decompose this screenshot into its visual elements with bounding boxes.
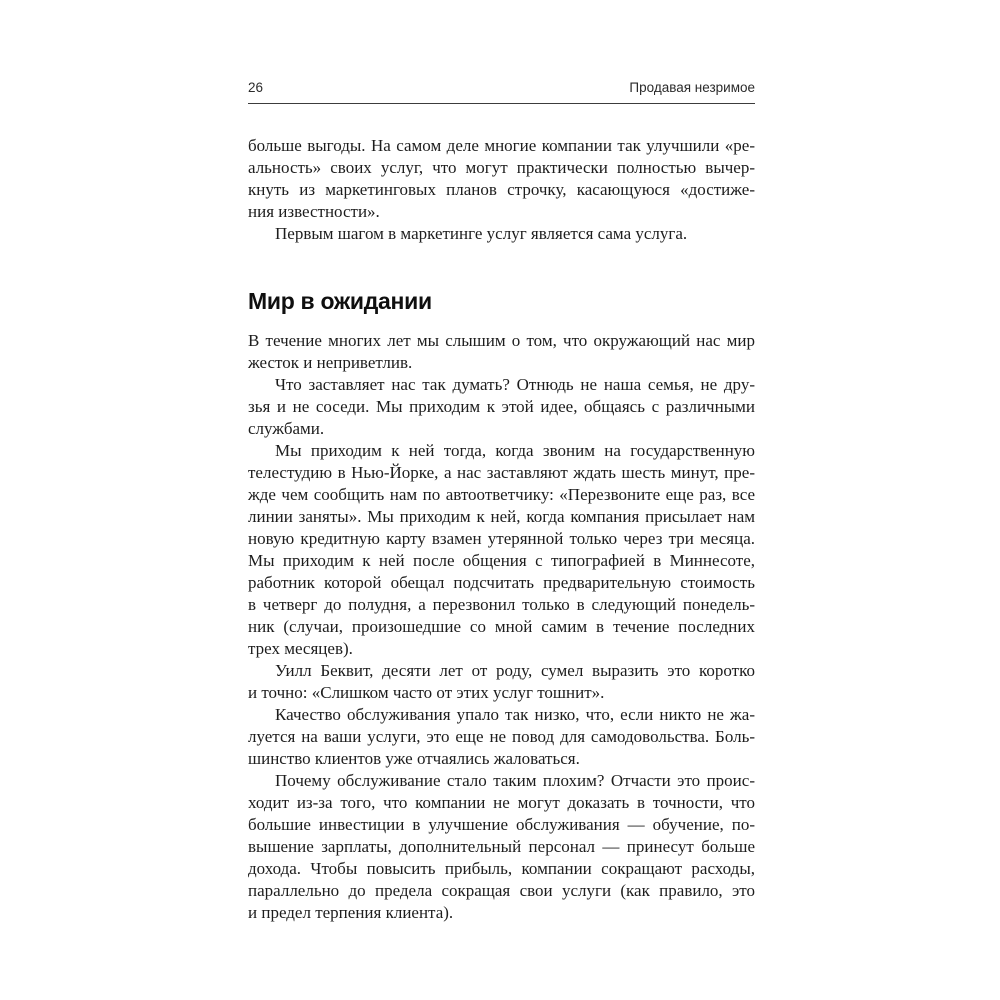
text-line: вышение зарплаты, дополнительный персонал — принесут больше — [248, 837, 755, 856]
page-number: 26 — [248, 80, 264, 95]
text-line: ния известности». — [248, 202, 380, 221]
text-line: больше выгоды. На самом деле многие компании так улучшили «ре- — [248, 136, 755, 155]
text-line: линии заняты». Мы приходим к ней, когда компания присылает нам — [248, 507, 755, 526]
text-line: Мы приходим к ней тогда, когда звоним на государственную — [275, 441, 755, 460]
text-line: Первым шагом в маркетинге услуг является сама услуга. — [275, 224, 688, 243]
text-line: телестудию в Нью-Йорке, а нас заставляют ждать шесть минут, пре- — [248, 463, 755, 482]
text-line: Уилл Беквит, десяти лет от роду, сумел выразить это коротко — [275, 661, 755, 680]
body-text — [248, 135, 755, 924]
text-line: альность» своих услуг, что могут практически полностью вычер- — [248, 158, 755, 177]
text-line: в четверг до полудня, а перезвонил только в следующий понедель- — [248, 595, 755, 614]
text-line: Мы приходим к ней после общения с типографией в Миннесоте, — [248, 551, 755, 570]
text-line: дохода. Чтобы повысить прибыль, компании сокращают расходы, — [248, 859, 755, 878]
running-header — [248, 80, 755, 95]
text-line: и предел терпения клиента). — [248, 903, 454, 922]
text-line: новую кредитную карту взамен утерянной только через три месяца. — [248, 529, 755, 548]
paragraph — [248, 135, 755, 223]
text-line: шинство клиентов уже отчаялись жаловаться. — [248, 749, 580, 768]
section-heading: Мир в ожидании — [248, 288, 432, 314]
text-line: ходит из-за того, что компании не могут доказать в точности, что — [248, 793, 755, 812]
text-line: Что заставляет нас так думать? Отнюдь не наша семья, не дру- — [275, 375, 755, 394]
text-line: Почему обслуживание стало таким плохим? Отчасти это проис- — [275, 771, 755, 790]
text-line: Качество обслуживания упало так низко, что, если никто не жа- — [275, 705, 755, 724]
text-line: жесток и неприветлив. — [248, 353, 413, 372]
text-line: зья и не соседи. Мы приходим к этой идее, общаясь с различными — [248, 397, 755, 416]
paragraph — [248, 660, 755, 704]
text-line: и точно: «Слишком часто от этих услуг тошнит». — [248, 683, 605, 702]
header-rule — [248, 103, 755, 104]
text-line: трех месяцев). — [248, 639, 353, 658]
paragraph — [248, 440, 755, 660]
text-line: В течение многих лет мы слышим о том, что окружающий нас мир — [248, 331, 755, 350]
paragraph — [248, 770, 755, 924]
paragraph — [248, 704, 755, 770]
text-line: службами. — [248, 419, 325, 438]
paragraph — [248, 330, 755, 374]
text-line: луется на ваши услуги, это еще не повод для самодовольства. Боль- — [248, 727, 755, 746]
text-line: ник (случаи, произошедшие со мной самим в течение последних — [248, 617, 755, 636]
paragraph — [248, 374, 755, 440]
text-line: параллельно до предела сокращая свои услуги (как правило, это — [248, 881, 755, 900]
running-title: Продавая незримое — [629, 80, 755, 95]
text-line: кнуть из маркетинговых планов строчку, касающуюся «достиже- — [248, 180, 755, 199]
text-line: жде чем сообщить нам по автоответчику: «Перезвоните еще раз, все — [248, 485, 755, 504]
paragraph — [248, 223, 755, 245]
text-line: работник которой обещал подсчитать предварительную стоимость — [248, 573, 755, 592]
text-line: большие инвестиции в улучшение обслуживания — обучение, по- — [248, 815, 755, 834]
